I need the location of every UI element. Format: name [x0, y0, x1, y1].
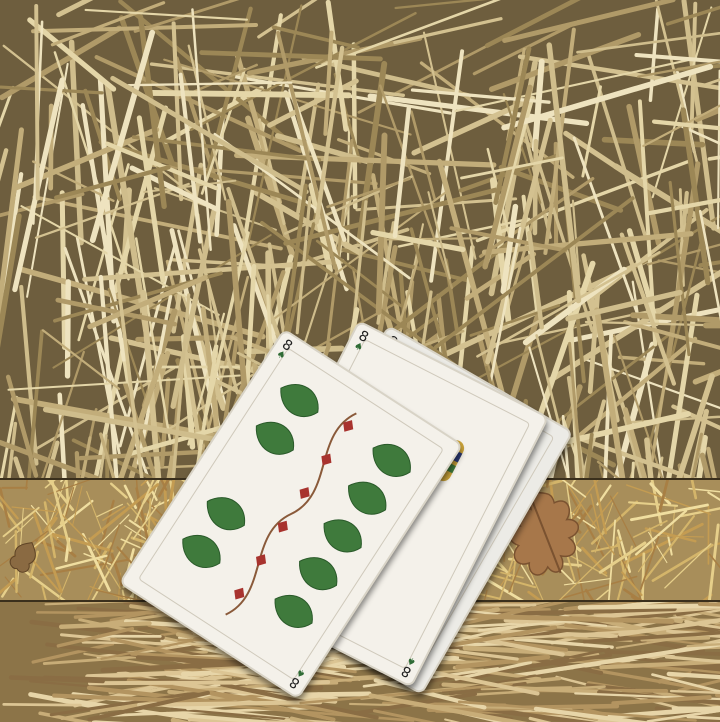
- ornament-diamond-icon: [274, 517, 292, 535]
- leaf-pip-icon: [365, 436, 418, 485]
- leaf-pip-icon: [273, 376, 326, 425]
- card-rank: 8: [399, 662, 414, 680]
- card-rank: 8: [287, 673, 303, 691]
- leaf-pip-icon: [341, 473, 394, 522]
- card-rank: 8: [356, 328, 371, 346]
- ornament-diamond-icon: [296, 484, 314, 502]
- leaf-pip-icon: [316, 511, 369, 560]
- straw-stalk: [68, 282, 69, 376]
- leaf-pip-icon: [199, 489, 252, 538]
- leaves-icon: ♠: [272, 348, 289, 364]
- straw-stalk: [4, 704, 81, 705]
- ornament-diamond-icon: [230, 585, 248, 603]
- leaves-icon: ♠: [293, 664, 310, 680]
- ornament-diamond-icon: [339, 417, 357, 435]
- leaf-pip-icon: [267, 587, 320, 636]
- straw-stalk: [706, 325, 720, 326]
- straw-stalk: [62, 193, 64, 348]
- straw-stalk: [673, 708, 720, 709]
- card-rank: 8: [279, 337, 295, 355]
- leaves-icon: ♠: [350, 340, 367, 355]
- straw-stalk: [36, 6, 38, 199]
- leaves-icon: ♠: [403, 653, 420, 668]
- leaf-pip-icon: [292, 549, 345, 598]
- leaf-pip-icon: [248, 413, 301, 462]
- leaf-pip-icon: [175, 527, 228, 576]
